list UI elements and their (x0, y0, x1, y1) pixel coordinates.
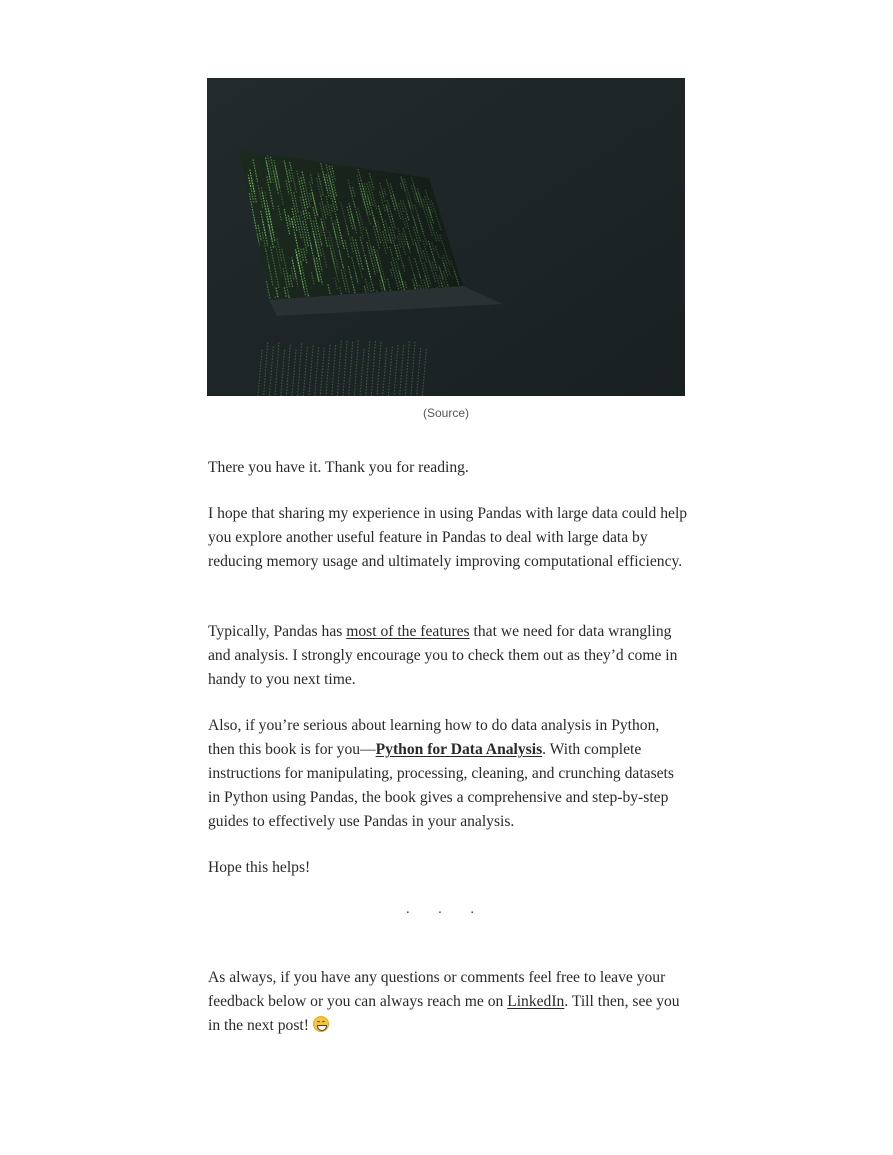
paragraph-book-text-1: Also, if you’re serious about learning how to do data analysis in Python, then this book is for you— (208, 717, 660, 759)
paragraph-features-text-1: Typically, Pandas has (208, 623, 347, 640)
paragraph-hope: Hope this helps! (208, 859, 311, 876)
paragraph-book-text-2: . With complete instructions for manipulating, processing, cleaning, and crunching datasets in Python using Pandas, the book gives a comprehensive and step-by-step guides to effectively use Pandas in your analysis. (208, 741, 674, 831)
paragraph-closing (208, 966, 688, 1038)
paragraph-features (208, 620, 688, 692)
linkedin-link[interactable]: LinkedIn (507, 993, 565, 1011)
image-caption: (Source) (422, 406, 469, 420)
section-separator: · · · (405, 906, 487, 921)
most-of-the-features-link[interactable]: most of the features (346, 623, 470, 640)
paragraph-closing-text-1: As always, if you have any questions or comments feel free to leave your feedback below or you can always reach me on (208, 969, 666, 1011)
paragraph-features-text-2: that we need for data wrangling and analysis. I strongly encourage you to check them out as they’d come in handy to you next time. (208, 623, 678, 689)
grinning-face-icon (313, 1016, 329, 1032)
article-image (207, 78, 685, 396)
laptop-matrix-image (207, 78, 685, 396)
paragraph-closing-text-2: . Till then, see you in the next post! (208, 993, 680, 1035)
paragraph-experience: I hope that sharing my experience in using Pandas with large data could help you explore another useful feature in Pandas to deal with large data by reducing memory usage and ultimately improving computational efficiency. (208, 505, 688, 571)
python-for-data-analysis-link[interactable]: Python for Data Analysis (375, 741, 543, 759)
paragraph-book (208, 714, 688, 834)
paragraph-thanks: There you have it. Thank you for reading. (208, 459, 469, 476)
